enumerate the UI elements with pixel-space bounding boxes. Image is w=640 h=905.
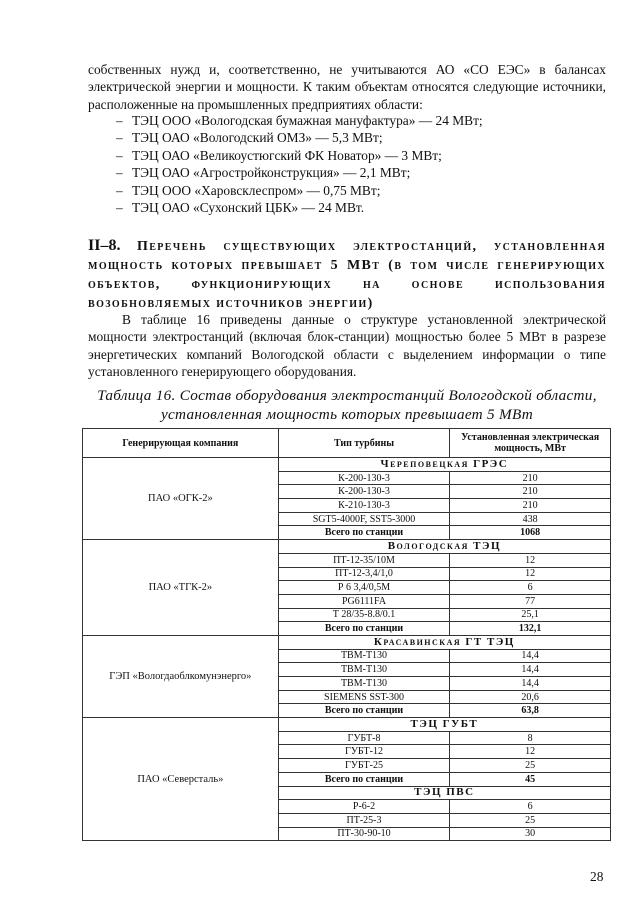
station-row <box>83 718 611 732</box>
power-cell: 12 <box>450 553 611 567</box>
power-cell: 12 <box>450 745 611 759</box>
turbine-type-cell: SGT5-4000F, SST5-3000 <box>278 512 450 526</box>
station-name-cell: ТЭЦ ГУБТ <box>278 718 610 732</box>
turbine-type-cell: Т 28/35-8.8/0.1 <box>278 608 450 622</box>
station-name-cell: Вологодская ТЭЦ <box>278 540 610 554</box>
list-item: – ТЭЦ ОАО «Вологодский ОМЗ» — 5,3 МВт; <box>132 129 483 146</box>
power-cell: 12 <box>450 567 611 581</box>
list-item: – ТЭЦ ОАО «Сухонский ЦБК» — 24 МВт. <box>132 199 483 216</box>
total-power-cell: 45 <box>450 772 611 786</box>
list-item: – ТЭЦ ООО «Харовсклеспром» — 0,75 МВт; <box>132 182 483 199</box>
power-cell: 14,4 <box>450 649 611 663</box>
equipment-table <box>82 428 611 841</box>
total-power-cell: 132,1 <box>450 622 611 636</box>
total-label-cell: Всего по станции <box>278 704 450 718</box>
list-item: – ТЭЦ ОАО «Великоустюгский ФК Новатор» — 3 МВт; <box>132 147 483 164</box>
total-power-cell: 1068 <box>450 526 611 540</box>
power-cell: 25,1 <box>450 608 611 622</box>
section-title: Перечень существующих электростанций, установленная мощность которых превышает 5 МВт (в том числе генерирующих объектов, функционирующих на основе использования возобновляемых источников энергии) <box>88 239 607 311</box>
total-power-cell: 63,8 <box>450 704 611 718</box>
company-cell: ПАО «Северсталь» <box>83 718 279 841</box>
turbine-type-cell: ГУБТ-12 <box>278 745 450 759</box>
turbine-type-cell: ПТ-25-3 <box>278 813 450 827</box>
power-cell: 8 <box>450 731 611 745</box>
list-item: – ТЭЦ ОАО «Агростройконструкция» — 2,1 МВт; <box>132 164 483 181</box>
power-cell: 14,4 <box>450 663 611 677</box>
total-label-cell: Всего по станции <box>278 772 450 786</box>
section-number: II–8. <box>88 237 121 254</box>
power-cell: 210 <box>450 485 611 499</box>
company-cell: ПАО «ОГК-2» <box>83 458 279 540</box>
turbine-type-cell: ПТ-12-35/10М <box>278 553 450 567</box>
turbine-type-cell: К-200-130-3 <box>278 485 450 499</box>
power-cell: 25 <box>450 813 611 827</box>
turbine-type-cell: Р-6-2 <box>278 800 450 814</box>
power-cell: 30 <box>450 827 611 841</box>
station-name-cell: Череповецкая ГРЭС <box>278 458 610 472</box>
total-label-cell: Всего по станции <box>278 526 450 540</box>
power-cell: 14,4 <box>450 677 611 691</box>
company-cell: ГЭП «Вологдаоблкомунэнерго» <box>83 635 279 717</box>
turbine-type-cell: ТВМ-Т130 <box>278 649 450 663</box>
station-row <box>83 635 611 649</box>
power-cell: 438 <box>450 512 611 526</box>
station-name-cell: ТЭЦ ПВС <box>278 786 610 800</box>
intro-paragraph: собственных нужд и, соответственно, не учитываются АО «СО ЕЭС» в балансах электрической энергии и мощности. К таким объектам относятся следующие источники, расположенные на промышленных предприятиях области: <box>88 62 606 112</box>
turbine-type-cell: ПТ-12-3,4/1,0 <box>278 567 450 581</box>
page-number: 28 <box>590 869 604 884</box>
turbine-type-cell: SIEMENS SST-300 <box>278 690 450 704</box>
turbine-type-cell: ТВМ-Т130 <box>278 677 450 691</box>
header-turbine-type: Тип турбины <box>278 429 450 458</box>
total-label-cell: Всего по станции <box>278 622 450 636</box>
header-company: Генерирующая компания <box>83 429 279 458</box>
turbine-type-cell: Р 6 3,4/0,5М <box>278 581 450 595</box>
body-paragraph: В таблице 16 приведены данные о структуре установленной электрической мощности электростанций (включая блок-станции) мощностью более 5 МВт в разрезе энергетических компаний Вологодской области с выделением информации о типе установленного генерирующего оборудования. <box>88 312 606 379</box>
table-caption: Таблица 16. Состав оборудования электростанций Вологодской области, установленная мощность которых превышает 5 МВт <box>97 387 597 423</box>
power-cell: 6 <box>450 581 611 595</box>
list-item: – ТЭЦ ООО «Вологодская бумажная мануфактура» — 24 МВт; <box>132 112 483 129</box>
turbine-type-cell: PG6111FA <box>278 594 450 608</box>
turbine-type-cell: ПТ-30-90-10 <box>278 827 450 841</box>
header-power: Установленная электрическая мощность, МВт <box>450 429 611 458</box>
station-name-cell: Красавинская ГТ ТЭЦ <box>278 635 610 649</box>
section-heading <box>88 236 606 313</box>
turbine-type-cell: К-210-130-3 <box>278 499 450 513</box>
station-row <box>83 458 611 472</box>
turbine-type-cell: К-200-130-3 <box>278 471 450 485</box>
station-row <box>83 540 611 554</box>
table-header-row <box>83 429 611 458</box>
power-cell: 6 <box>450 800 611 814</box>
turbine-type-cell: ГУБТ-8 <box>278 731 450 745</box>
table-body <box>83 458 611 841</box>
power-cell: 20,6 <box>450 690 611 704</box>
power-cell: 210 <box>450 499 611 513</box>
power-cell: 77 <box>450 594 611 608</box>
heat-plant-list <box>132 112 483 216</box>
turbine-type-cell: ГУБТ-25 <box>278 759 450 773</box>
turbine-type-cell: ТВМ-Т130 <box>278 663 450 677</box>
company-cell: ПАО «ТГК-2» <box>83 540 279 636</box>
power-cell: 25 <box>450 759 611 773</box>
power-cell: 210 <box>450 471 611 485</box>
